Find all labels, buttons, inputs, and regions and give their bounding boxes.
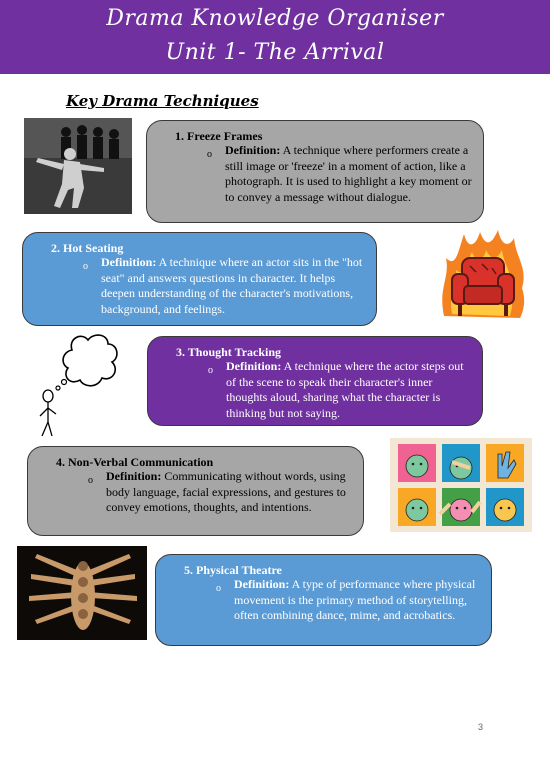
bullet-marker: o — [216, 583, 221, 594]
bullet-marker: o — [208, 365, 213, 376]
technique-card-thought-tracking — [147, 336, 483, 426]
header-banner — [0, 0, 550, 74]
technique-card-non-verbal-communication — [27, 446, 364, 536]
section-heading: Key Drama Techniques — [66, 92, 259, 110]
definition-label: Definition: — [234, 577, 290, 591]
definition-text: A type of performance where physical movement is the primary method of storytelling, often combining dance, mime, and acrobatics. — [234, 577, 476, 622]
freeze-frame-image — [24, 118, 132, 214]
definition-label: Definition: — [106, 469, 162, 483]
definition-text: A technique where performers create a still image or 'freeze' in a moment of action, like a photograph. It is used to highlight a key moment or to convey a message without dialogue. — [225, 143, 472, 204]
physical-theatre-image — [17, 546, 147, 640]
definition-label: Definition: — [101, 255, 157, 269]
definition — [101, 255, 369, 317]
definition — [106, 469, 354, 516]
technique-title: 5. Physical Theatre — [184, 563, 282, 577]
technique-card-freeze-frames — [146, 120, 484, 223]
technique-card-hot-seating — [22, 232, 377, 326]
bullet-marker: o — [207, 149, 212, 160]
definition-text: A technique where the actor steps out of the scene to speak their character's inner thoughts aloud, sharing what the character is thinking but not saying. — [226, 359, 464, 420]
technique-title: 1. Freeze Frames — [175, 129, 263, 143]
technique-card-physical-theatre — [155, 554, 492, 646]
bullet-marker: o — [83, 261, 88, 272]
bullet-marker: o — [88, 475, 93, 486]
page-number: 3 — [478, 722, 484, 732]
definition-label: Definition: — [226, 359, 282, 373]
technique-title: 2. Hot Seating — [51, 241, 124, 255]
definition-text: A technique where an actor sits in the "hot seat" and answers questions in character. It helps deepen understanding of the character's motivations, background, and feelings. — [101, 255, 363, 316]
thought-bubble-figure-image — [34, 330, 124, 440]
definition-label: Definition: — [225, 143, 281, 157]
technique-title: 4. Non-Verbal Communication — [56, 455, 214, 469]
definition-text: Communicating without words, using body language, facial expressions, and gestures to convey emotions, thoughts, and intentions. — [106, 469, 346, 514]
unit-title: Unit 1- The Arrival — [165, 40, 385, 65]
burning-armchair-image — [436, 228, 530, 324]
gesture-faces-grid-image — [390, 438, 532, 532]
technique-title: 3. Thought Tracking — [176, 345, 282, 359]
definition — [225, 143, 475, 205]
definition — [234, 577, 484, 624]
definition — [226, 359, 476, 421]
document-title: Drama Knowledge Organiser — [106, 6, 444, 31]
